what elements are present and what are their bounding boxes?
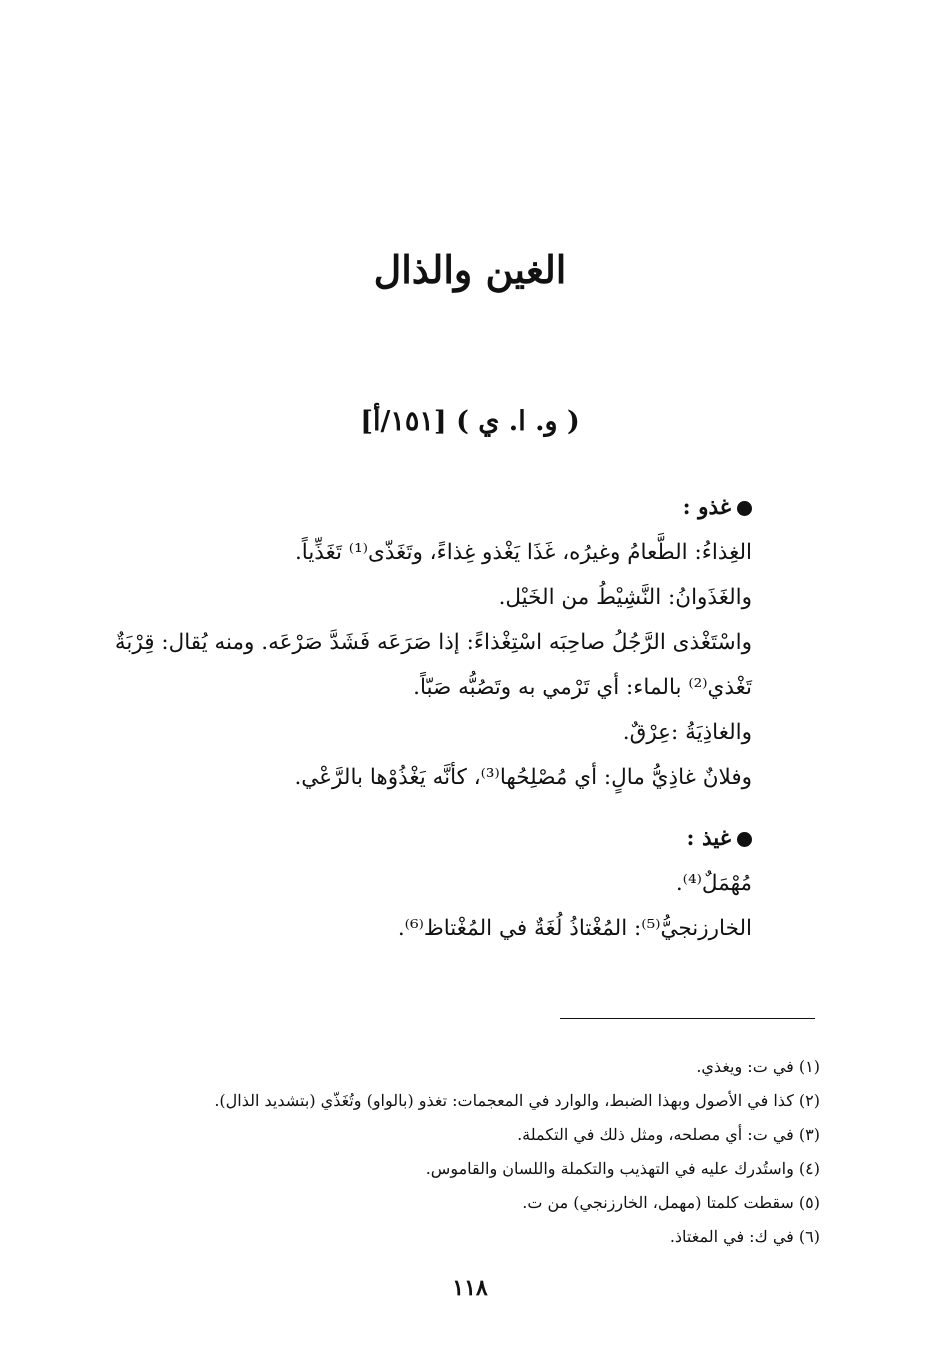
entry-line: الخارزنجيُّ⁽⁵⁾: المُغْتاذُ لُغَةٌ في المُغْتاظ⁽⁶⁾.	[397, 916, 752, 941]
bullet-icon	[737, 501, 752, 516]
entries-body	[80, 485, 752, 951]
entry-line: الغِذاءُ: الطَّعامُ وغيرُه، غَذَا يَغْذو غِذاءً، وتَغَذّى⁽¹⁾ تَغَذِّياً.	[294, 540, 752, 565]
footnote: (٣) في ت: أي مصلحه، ومثل ذلك في التكملة.	[517, 1125, 820, 1144]
footnote-divider	[560, 1018, 815, 1019]
chapter-title: الغين والذال	[373, 247, 567, 292]
footnote: (٤) واستُدرك عليه في التهذيب والتكملة واللسان والقاموس.	[425, 1159, 820, 1178]
footnote: (٥) سقطت كلمتا (مهمل، الخارزنجي) من ت.	[522, 1193, 820, 1212]
footnote: (١) في ت: ويغذي.	[696, 1057, 820, 1076]
footnotes	[120, 1050, 820, 1254]
footnote: (٦) في ك: في المغتاذ.	[669, 1227, 820, 1246]
entry-line: مُهْمَلٌ⁽⁴⁾.	[675, 871, 752, 896]
entry-line: والغَذَوانُ: النَّشِيْطُ من الخَيْل.	[498, 585, 752, 610]
bullet-icon	[737, 832, 752, 847]
page-number: ١١٨	[452, 1275, 488, 1301]
entry-head-label: غيذ :	[686, 826, 731, 851]
entry-line: والغاذِيَةُ :عِرْقٌ.	[622, 720, 752, 745]
entry-head-label: غذو :	[682, 495, 731, 520]
entry-head	[80, 485, 752, 530]
entry-gap	[80, 800, 752, 816]
root-heading: ( و. ا. ي ) [١٥١/أ]	[360, 406, 580, 437]
footnote: (٢) كذا في الأصول وبهذا الضبط، والوارد في المعجمات: تغذو (بالواو) وتُغَذّي (بتشديد الذال).	[214, 1091, 820, 1110]
entry-line: وفلانٌ غاذِيُّ مالٍ: أي مُصْلِحُها⁽³⁾، كأنَّه يَغْذُوْها بالرَّعْي.	[294, 765, 752, 790]
entry-head	[80, 816, 752, 861]
entry-line: واسْتَغْذى الرَّجُلُ صاحِبَه اسْتِغْذاءً: إذا صَرَعَه فَشَدَّ صَرْعَه. ومنه يُقال: قِرْبَةٌ تَغْذي⁽²⁾ بالماء: أي تَرْمي به وتَصُبُّه صَبّاً.	[114, 630, 752, 700]
